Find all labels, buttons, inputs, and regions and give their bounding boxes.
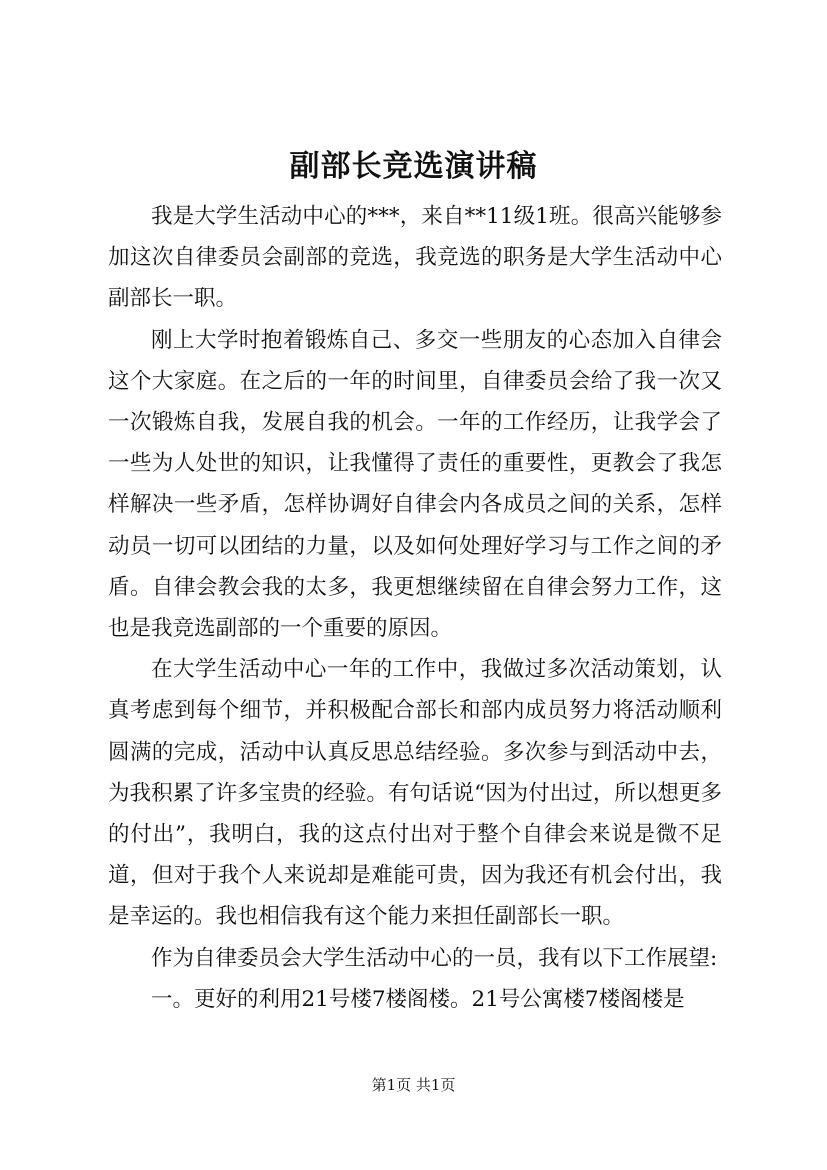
paragraph-4: 作为自律委员会大学生活动中心的一员，我有以下工作展望: xyxy=(151,945,718,971)
paragraph-5-partial: 一。更好的利用21号楼7楼阁楼。21号公寓楼7楼阁楼是 xyxy=(151,986,685,1012)
paragraph-2: 刚上大学时抱着锻炼自己、多交一些朋友的心态加入自律会这个大家庭。在之后的一年的时间里，自律委员会给了我一次又一次锻炼自我，发展自我的机会。一年的工作经历，让我学会了一些为人处世的知识，让我懂得了责任的重要性，更教会了我怎样解决一些矛盾，怎样协调好自律会内各成员之间的关系，怎样动员一切可以团结的力量，以及如何处理好学习与工作之间的矛盾。自律会教会我的太多，我更想继续留在自律会努力工作，这也是我竞选副部的一个重要的原因。 xyxy=(108,327,722,642)
paragraph-3: 在大学生活动中心一年的工作中，我做过多次活动策划，认真考虑到每个细节，并积极配合部长和部内成员努力将活动顺利圆满的完成，活动中认真反思总结经验。多次参与到活动中去，为我积累了许多宝贵的经验。有句话说“因为付出过，所以想更多的付出”，我明白，我的这点付出对于整个自律会来说是微不足道，但对于我个人来说却是难能可贵，因为我还有机会付出，我是幸运的。我也相信我有这个能力来担任副部长一职。 xyxy=(108,657,722,930)
document-title: 副部长竞选演讲稿 xyxy=(289,149,538,184)
paragraph-1: 我是大学生活动中心的***，来自**11级1班。很高兴能够参加这次自律委员会副部的竞选，我竞选的职务是大学生活动中心副部长一职。 xyxy=(108,204,722,312)
document-body xyxy=(108,196,722,1020)
page-footer: 第1页 共1页 xyxy=(371,1076,456,1094)
